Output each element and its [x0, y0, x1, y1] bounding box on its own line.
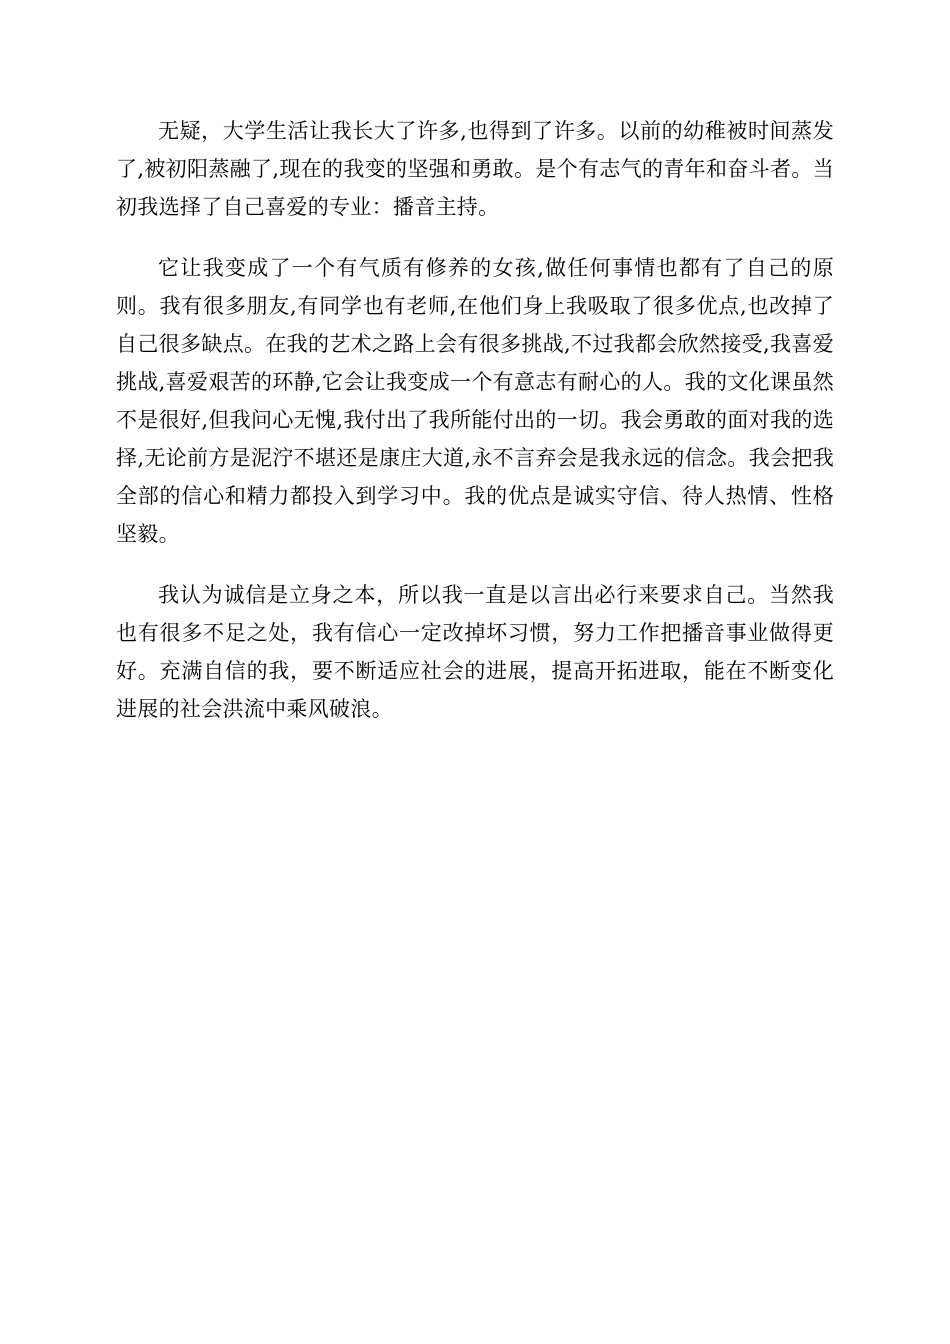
paragraph-1: 无疑，大学生活让我长大了许多,也得到了许多。以前的幼稚被时间蒸发了,被初阳蒸融了,现在的我变的坚强和勇敢。是个有志气的青年和奋斗者。当初我选择了自己喜爱的专业：播音主持。: [116, 119, 834, 219]
document-body: [116, 112, 834, 751]
paragraph-2: 它让我变成了一个有气质有修养的女孩,做任何事情也都有了自己的原则。我有很多朋友,有同学也有老师,在他们身上我吸取了很多优点,也改掉了自己很多缺点。在我的艺术之路上会有很多挑战,不过我都会欣然接受,我喜爱挑战,喜爱艰苦的环静,它会让我变成一个有意志有耐心的人。我的文化课虽然不是很好,但我问心无愧,我付出了我所能付出的一切。我会勇敢的面对我的选择,无论前方是泥泞不堪还是康庄大道,永不言弃会是我永远的信念。我会把我全部的信心和精力都投入到学习中。我的优点是诚实守信、待人热情、性格坚毅。: [116, 256, 834, 546]
paragraph-3: 我认为诚信是立身之本，所以我一直是以言出必行来要求自己。当然我也有很多不足之处，我有信心一定改掉坏习惯，努力工作把播音事业做得更好。充满自信的我，要不断适应社会的进展，提高开拓进取，能在不断变化进展的社会洪流中乘风破浪。: [116, 583, 834, 721]
